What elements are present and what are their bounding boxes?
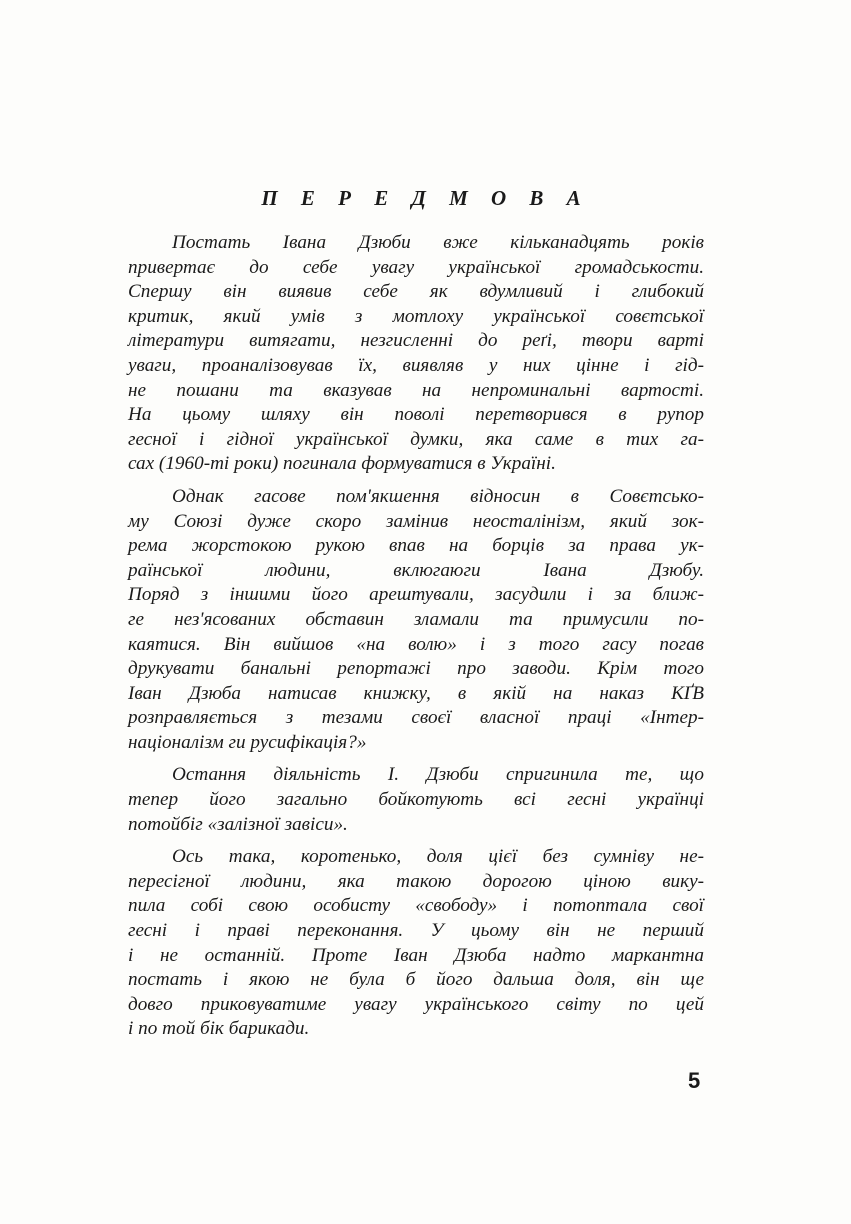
- text-line: сах (1960-ті роки) погинала формуватися в Україні.: [128, 453, 556, 475]
- text-line: Постать Івана Дзюби вже кільканадцять років: [172, 232, 704, 253]
- text-line: критик, який умів з мотлоху української совєтської: [128, 305, 704, 327]
- text-line: Іван Дзюба натисав книжку, в якій на наказ КҐВ: [128, 682, 704, 704]
- text-line: Ось така, коротенько, доля цієї без сумніву не-: [172, 846, 704, 868]
- paragraph-1: [128, 231, 704, 477]
- paragraph-2: [128, 485, 704, 756]
- paragraph-gap: [128, 755, 704, 763]
- text-line: Поряд з іншими його арештували, засудили і за ближ-: [128, 584, 704, 606]
- text-line: ге нез'ясованих обставин зламали та примусили по-: [128, 608, 704, 630]
- text-line: На цьому шляху він поволі перетворився в рупор: [128, 404, 704, 426]
- text-line: націоналізм ги русифікація?»: [128, 731, 367, 753]
- text-line: Остання діяльність І. Дзюби спригинила те, що: [172, 764, 704, 786]
- text-line: пила собі свою особисту «свободу» і потоптала свої: [128, 895, 704, 917]
- text-line: гесні і праві переконання. У цьому він не перший: [128, 920, 704, 942]
- text-line: каятися. Він вийшов «на волю» і з того гасу погав: [128, 633, 704, 655]
- text-line: раїнської людини, вклюгаюги Івана Дзюбу.: [128, 559, 704, 581]
- text-line: літератури витягати, незгисленні до реґі, твори варті: [128, 330, 704, 352]
- text-line: довго приковуватиме увагу українського світу по цей: [128, 993, 704, 1015]
- page-number: 5: [688, 1068, 701, 1093]
- text-line: пересігної людини, яка такою дорогою ціною вику-: [128, 870, 704, 892]
- text-line: гесної і гідної української думки, яка саме в тих га-: [128, 428, 704, 450]
- text-line: уваги, проаналізовував їх, виявляв у них цінне і гід-: [128, 354, 704, 376]
- body-text: [128, 231, 704, 1042]
- paragraph-4: [128, 845, 704, 1042]
- paragraph-3: [128, 763, 704, 837]
- text-line: і по той бік барикади.: [128, 1018, 310, 1040]
- text-line: не пошани та вказував на непроминальні вартості.: [128, 379, 704, 401]
- text-line: му Союзі дуже скоро замінив неосталінізм, який зок-: [128, 510, 704, 532]
- paragraph-gap: [128, 477, 704, 485]
- text-line: рема жорстокою рукою впав на борців за права ук-: [128, 535, 704, 557]
- text-line: і не останній. Проте Іван Дзюба надто маркантна: [128, 944, 704, 966]
- text-line: друкувати банальні репортажі про заводи. Крім того: [128, 658, 704, 680]
- text-line: привертає до себе увагу української громадськости.: [128, 256, 704, 278]
- paragraph-gap: [128, 837, 704, 845]
- page-title: П Е Р Е Д М О В А: [261, 186, 590, 210]
- text-line: розправляється з тезами своєї власної праці «Інтер-: [128, 707, 704, 729]
- text-line: тепер його загально бойкотують всі гесні українці: [128, 789, 704, 811]
- text-line: постать і якою не була б його дальша доля, він ще: [128, 969, 704, 991]
- text-line: Спершу він виявив себе як вдумливий і глибокий: [128, 281, 704, 303]
- text-line: потойбіг «залізної завіси».: [128, 813, 348, 835]
- text-line: Однак гасове пом'якшення відносин в Совєтсько-: [172, 485, 704, 507]
